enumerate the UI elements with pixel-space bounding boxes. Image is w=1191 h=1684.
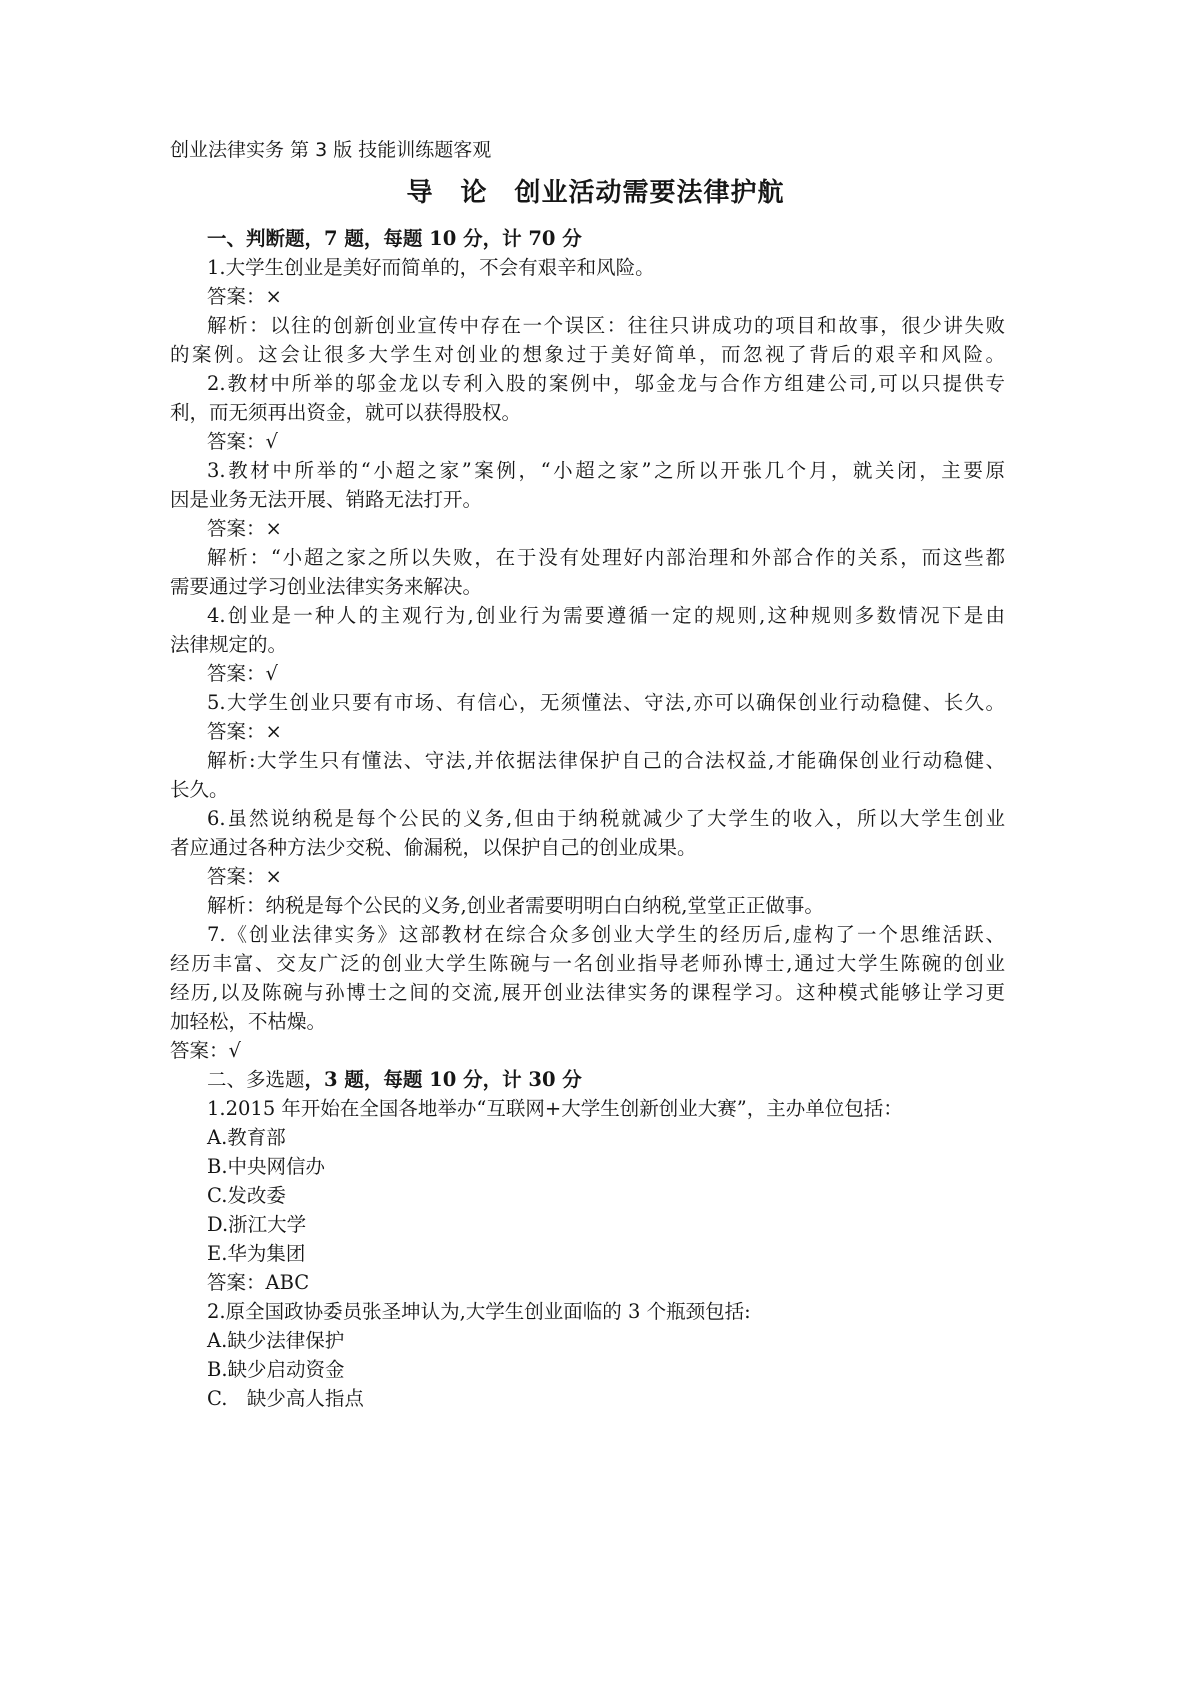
question-text: 经历,以及陈碗与孙博士之间的交流,展开创业法律实务的课程学习。这种模式能够让学习更	[170, 981, 1005, 1004]
question-text: 2.原全国政协委员张圣坤认为,大学生创业面临的 3 个瓶颈包括:	[207, 1300, 751, 1323]
analysis-text: 长久。	[170, 778, 229, 801]
question-text: 7.《创业法律实务》这部教材在综合众多创业大学生的经历后,虚构了一个思维活跃、	[207, 923, 1005, 946]
analysis-text: 解析：“小超之家之所以失败，在于没有处理好内部治理和外部合作的关系，而这些都	[207, 546, 1005, 569]
analysis-text: 解析：以往的创新创业宣传中存在一个误区：往往只讲成功的项目和故事，很少讲失败	[207, 314, 1005, 337]
question-text: 4.创业是一种人的主观行为,创业行为需要遵循一定的规则,这种规则多数情况下是由	[207, 604, 1005, 627]
analysis-text: 解析:大学生只有懂法、守法,并依据法律保护自己的合法权益,才能确保创业行动稳健、	[207, 749, 1005, 772]
question-text: 1.2015 年开始在全国各地举办“互联网+大学生创新创业大赛”，主办单位包括：	[207, 1097, 903, 1120]
answer-line: 答案：√	[207, 662, 278, 685]
option-item: B.中央网信办	[207, 1155, 326, 1178]
section-heading-label: 二、多选题	[207, 1068, 305, 1091]
answer-line: 答案：√	[207, 430, 278, 453]
question-text: 法律规定的。	[170, 633, 288, 656]
option-item: D.浙江大学	[207, 1213, 307, 1236]
question-text: 5.大学生创业只要有市场、有信心，无须懂法、守法,亦可以确保创业行动稳健、长久。	[207, 691, 1005, 714]
document-body	[170, 224, 1005, 1413]
question-text: 加轻松，不枯燥。	[170, 1010, 327, 1033]
answer-line: 答案：×	[207, 865, 282, 888]
question-text: 因是业务无法开展、销路无法打开。	[170, 488, 483, 511]
question-text: 者应通过各种方法少交税、偷漏税，以保护自己的创业成果。	[170, 836, 697, 859]
answer-line: 答案：×	[207, 517, 282, 540]
analysis-text: 需要通过学习创业法律实务来解决。	[170, 575, 483, 598]
analysis-text: 解析：纳税是每个公民的义务,创业者需要明明白白纳税,堂堂正正做事。	[207, 894, 824, 917]
analysis-text: 的案例。这会让很多大学生对创业的想象过于美好简单，而忽视了背后的艰辛和风险。	[170, 343, 1005, 366]
answer-line: 答案：×	[207, 720, 282, 743]
running-header: 创业法律实务 第 3 版 技能训练题客观	[170, 139, 492, 161]
question-text: 1.大学生创业是美好而简单的，不会有艰辛和风险。	[207, 256, 655, 279]
question-text: 6.虽然说纳税是每个公民的义务,但由于纳税就减少了大学生的收入，所以大学生创业	[207, 807, 1005, 830]
chapter-title: 导 论 创业活动需要法律护航	[406, 178, 785, 208]
section-heading-multiple-choice	[170, 1065, 1005, 1094]
option-item: C.发改委	[207, 1184, 286, 1207]
question-text: 3.教材中所举的“小超之家”案例，“小超之家”之所以开张几个月，就关闭，主要原	[207, 459, 1005, 482]
answer-line: 答案：√	[170, 1039, 241, 1062]
option-item: A.教育部	[207, 1126, 286, 1149]
option-item: B.缺少启动资金	[207, 1358, 345, 1381]
answer-line: 答案：×	[207, 285, 282, 308]
question-text: 利，而无须再出资金，就可以获得股权。	[170, 401, 522, 424]
option-item: A.缺少法律保护	[207, 1329, 345, 1352]
question-text: 经历丰富、交友广泛的创业大学生陈碗与一名创业指导老师孙博士,通过大学生陈碗的创业	[170, 952, 1005, 975]
answer-line: 答案：ABC	[207, 1271, 310, 1294]
option-item: E.华为集团	[207, 1242, 306, 1265]
section-heading-detail: ，3 题，每题 10 分，计 30 分	[304, 1068, 582, 1091]
question-text: 2.教材中所举的邬金龙以专利入股的案例中，邬金龙与合作方组建公司,可以只提供专	[207, 372, 1005, 395]
section-heading-true-false: 一、判断题，7 题，每题 10 分，计 70 分	[207, 227, 582, 250]
option-item: C. 缺少高人指点	[207, 1387, 364, 1410]
